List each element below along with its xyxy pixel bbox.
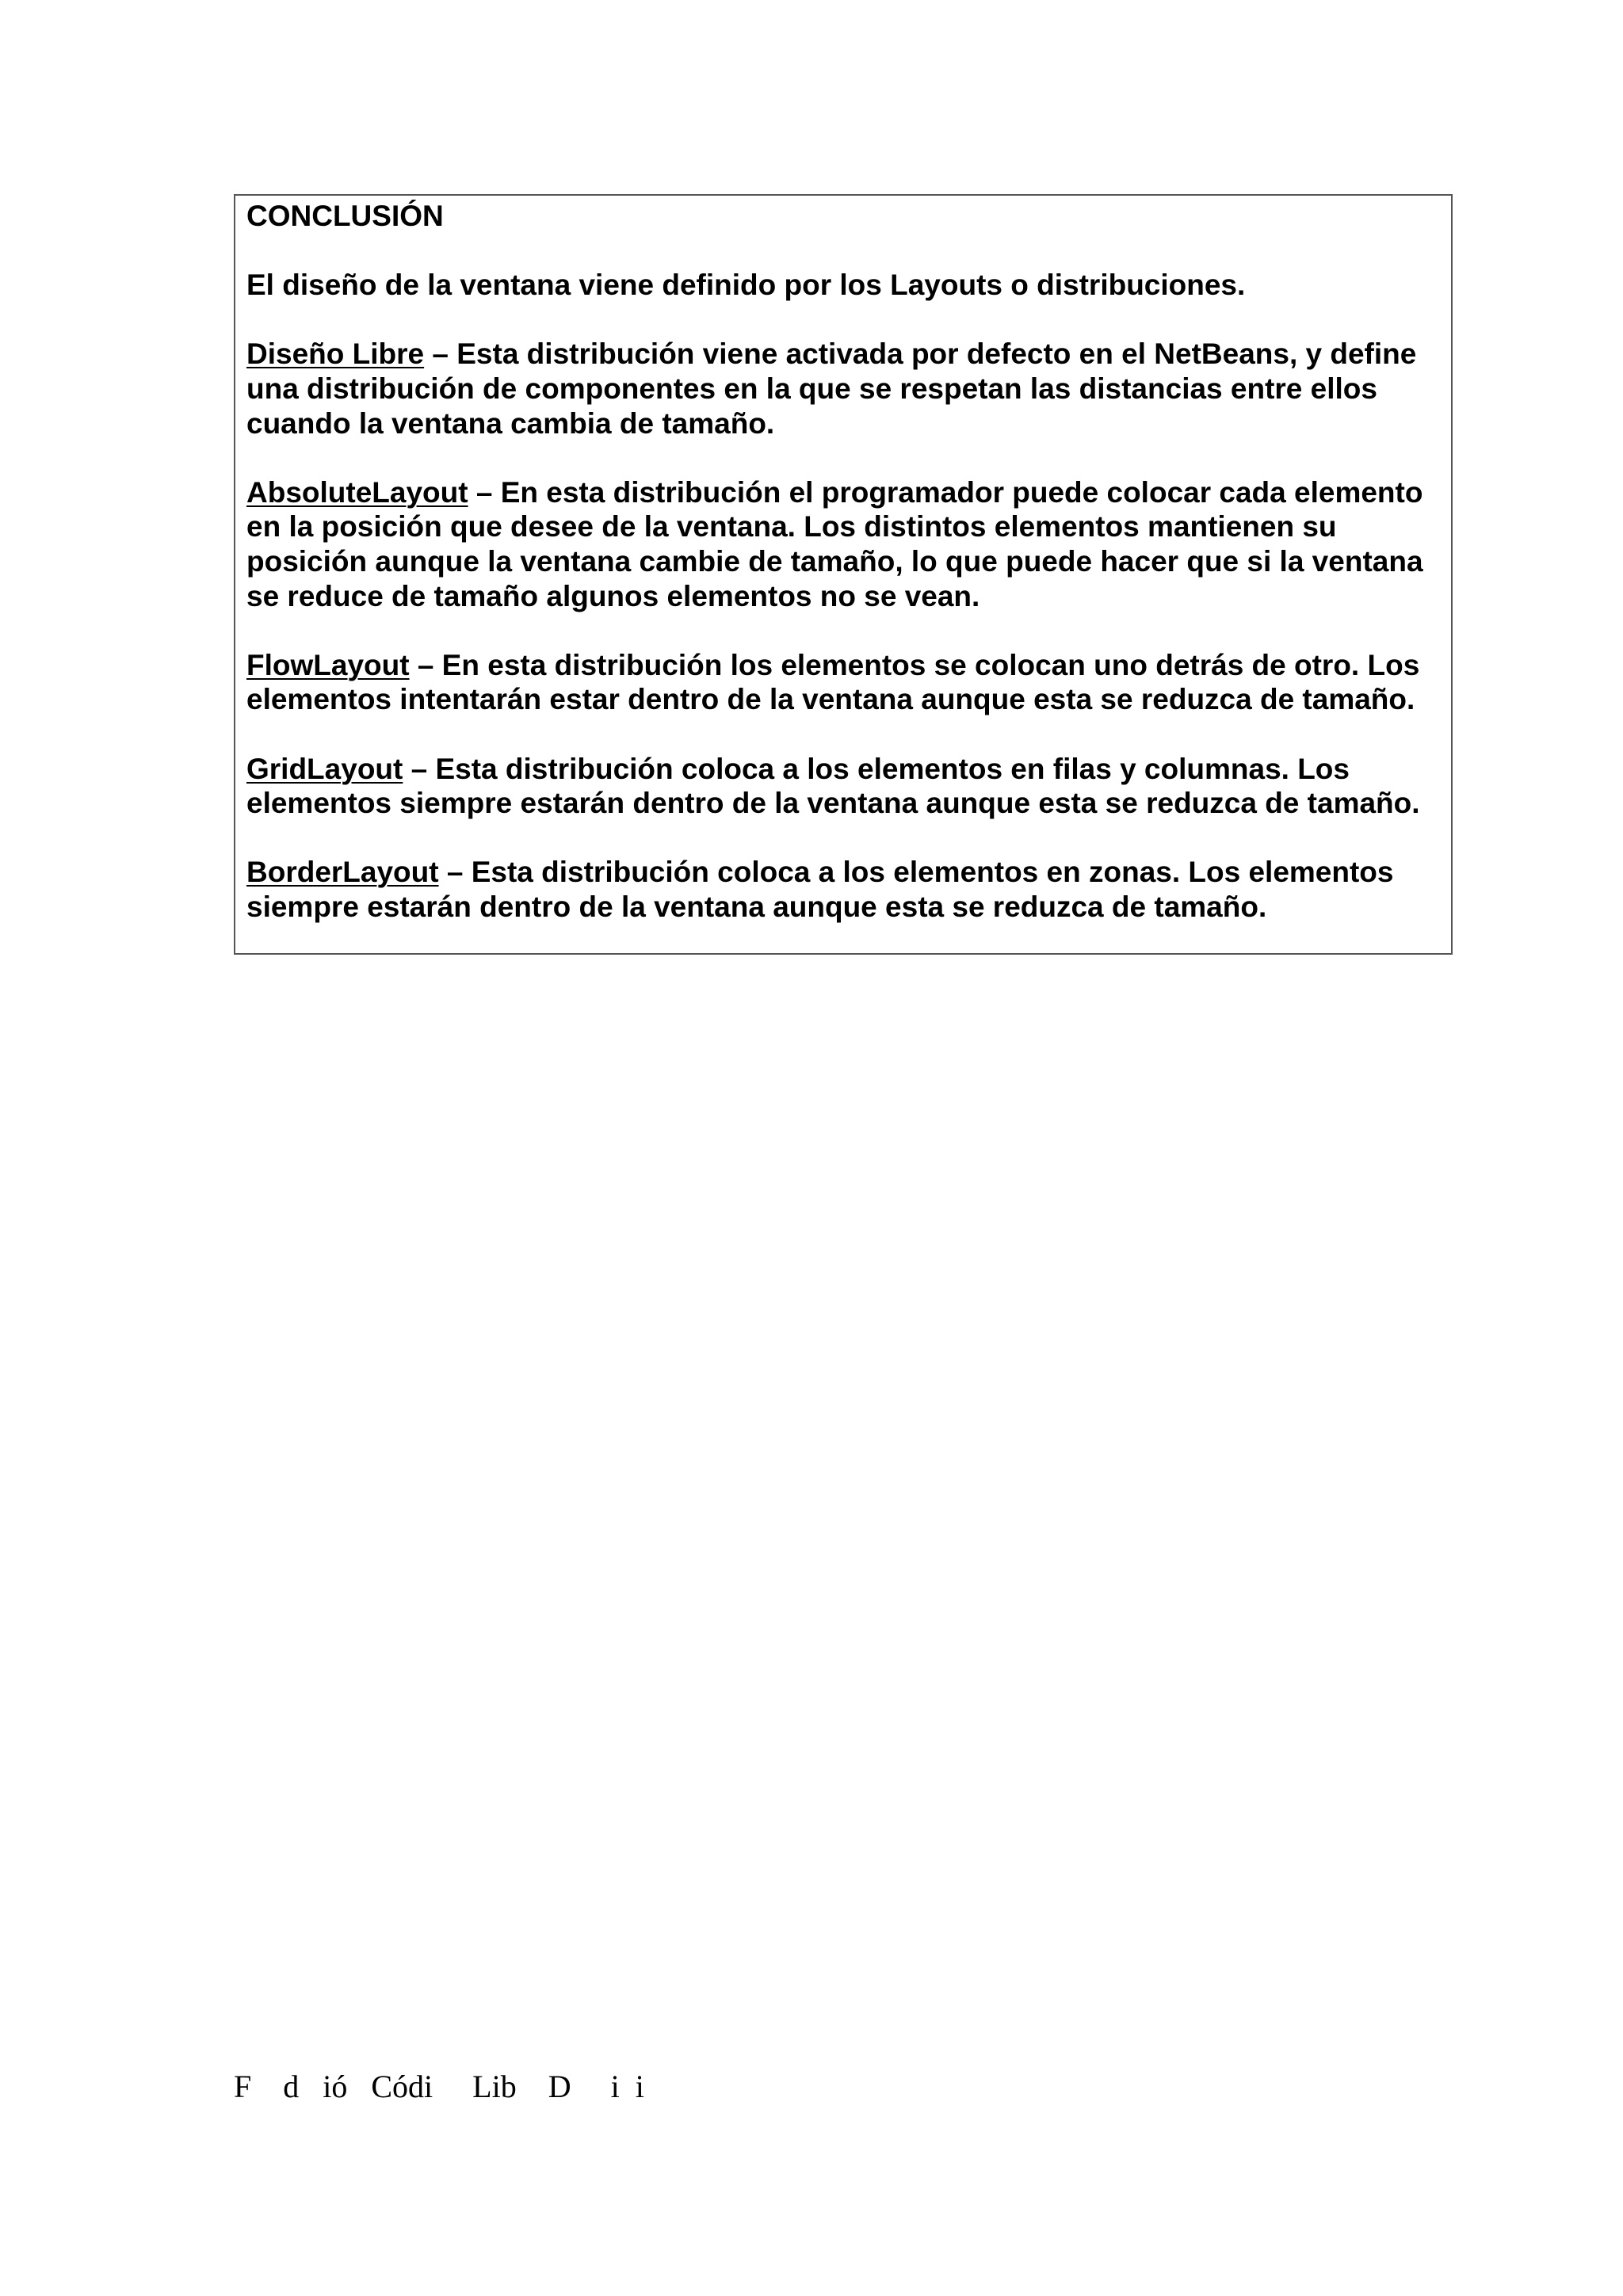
conclusion-title: CONCLUSIÓN — [246, 200, 444, 232]
term-absolute-layout: AbsoluteLayout — [246, 475, 468, 509]
term-grid-layout: GridLayout — [246, 752, 403, 785]
section-flow-layout — [246, 648, 1440, 717]
section-grid-layout — [246, 752, 1440, 821]
section-border-layout — [246, 855, 1440, 924]
section-diseno-libre — [246, 337, 1440, 441]
section-absolute-layout — [246, 475, 1440, 613]
description-diseno-libre: – Esta distribución viene activada por defecto en el NetBeans, y define una distribución de componentes en la que se respetan las distancias entre ellos cuando la ventana cambia de tamaño. — [246, 338, 1417, 440]
description-absolute-layout: – En esta distribución el programador puede colocar cada elemento en la posición que desee de la ventana. Los distintos elementos mantienen su posición aunque la ventana cambie de tamaño, lo que puede hacer que si la ventana se reduce de tamaño algunos elementos no se vean. — [246, 475, 1423, 612]
conclusion-box — [234, 194, 1453, 955]
description-grid-layout: – Esta distribución coloca a los elementos en filas y columnas. Los elementos siempre estarán dentro de la ventana aunque esta se reduzca de tamaño. — [246, 752, 1420, 820]
term-diseno-libre: Diseño Libre — [246, 338, 425, 371]
term-flow-layout: FlowLayout — [246, 648, 410, 681]
page-footer: F d ió Códi Lib D i i — [234, 2069, 644, 2104]
description-border-layout: – Esta distribución coloca a los elementos en zonas. Los elementos siempre estarán dentro de la ventana aunque esta se reduzca de tamaño. — [246, 856, 1394, 923]
intro-paragraph: El diseño de la ventana viene definido por los Layouts o distribuciones. — [246, 269, 1246, 302]
term-border-layout: BorderLayout — [246, 856, 439, 889]
description-flow-layout: – En esta distribución los elementos se colocan uno detrás de otro. Los elementos intentarán estar dentro de la ventana aunque esta se reduzca de tamaño. — [246, 648, 1420, 716]
